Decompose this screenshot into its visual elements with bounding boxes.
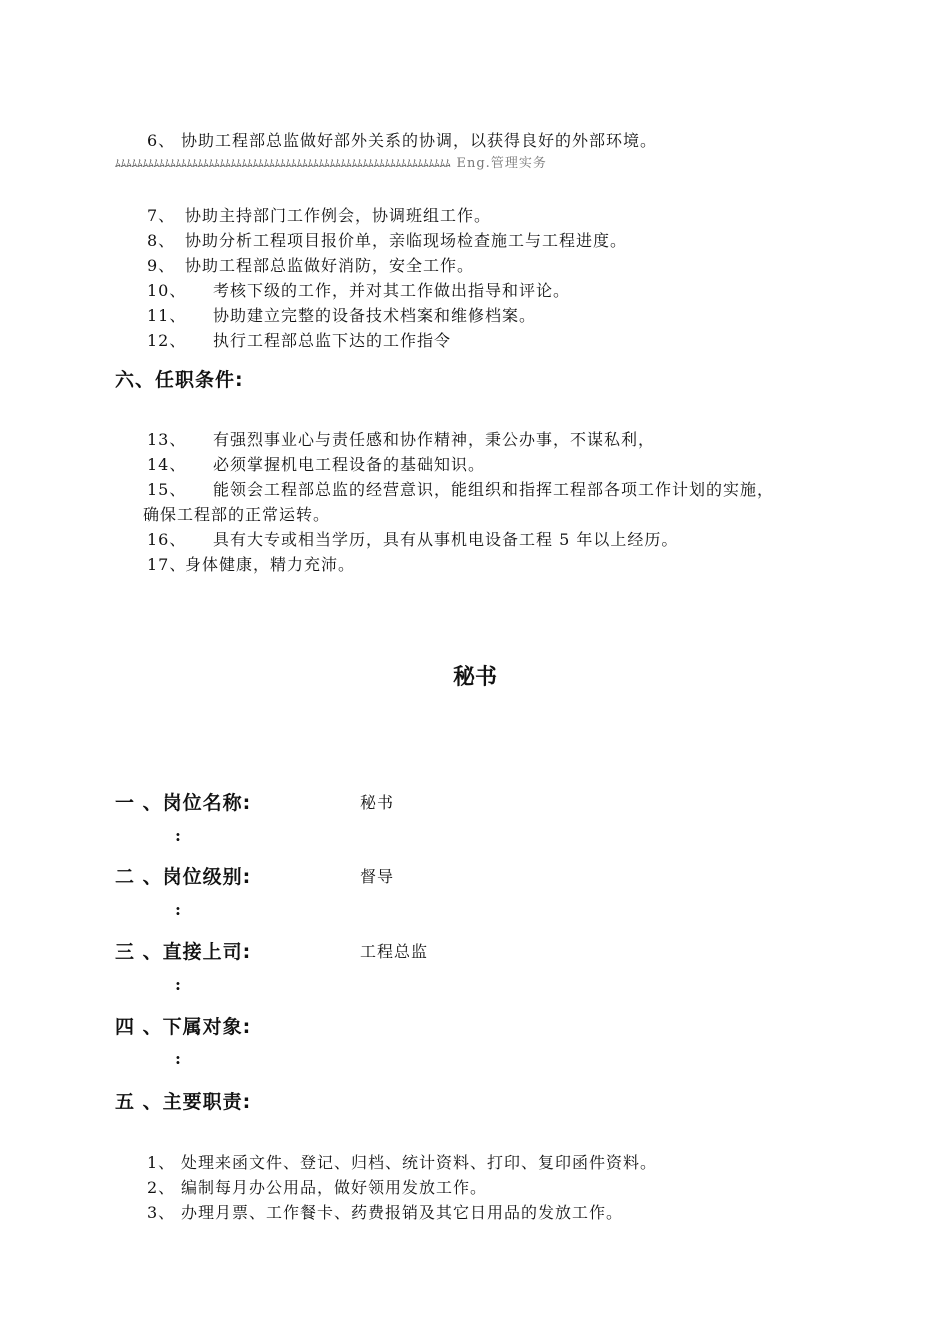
field-label-position-name: 一 、岗位名称: (115, 792, 252, 814)
page-marker (115, 152, 547, 171)
item-text: 具有大专或相当学历，具有从事机电设备工程 5 年以上经历。 (213, 530, 679, 549)
colon-mark: : (175, 1049, 181, 1068)
secretary-duty-item (147, 1175, 487, 1198)
colon-mark: : (175, 900, 181, 919)
item-number: 10、 (147, 281, 187, 300)
item-text: 编制每月办公用品，做好领用发放工作。 (181, 1178, 488, 1197)
item-text: 必须掌握机电工程设备的基础知识。 (213, 455, 486, 474)
marker-dots: ﾑﾑﾑﾑﾑﾑﾑﾑﾑﾑﾑﾑﾑﾑﾑﾑﾑﾑﾑﾑﾑﾑﾑﾑﾑﾑﾑﾑﾑﾑﾑﾑﾑﾑﾑﾑﾑﾑﾑﾑﾑﾑﾑﾑﾑﾑﾑﾑﾑﾑﾑﾑﾑﾑﾑﾑﾑﾑﾑﾑﾑ (115, 157, 451, 170)
item-text: 有强烈事业心与责任感和协作精神，秉公办事，不谋私利， (213, 430, 656, 449)
field-label-position-level: 二 、岗位级别: (115, 866, 252, 888)
item-number: 14、 (147, 455, 187, 474)
item-text: 身体健康，精力充沛。 (185, 555, 356, 574)
duty-item (147, 128, 657, 151)
requirement-item (147, 552, 355, 575)
item-number: 9、 (147, 256, 176, 275)
item-text: 协助主持部门工作例会，协调班组工作。 (185, 206, 492, 225)
item-number: 12、 (147, 331, 187, 350)
colon-mark: : (175, 826, 181, 845)
requirement-item (147, 427, 655, 450)
requirement-item-continued (143, 502, 330, 525)
page-title: 秘书 (452, 665, 497, 690)
item-text: 协助工程部总监做好部外关系的协调，以获得良好的外部环境。 (181, 131, 658, 150)
field-label-subordinates: 四 、下属对象: (115, 1016, 252, 1038)
item-text: 考核下级的工作，并对其工作做出指导和评论。 (213, 281, 571, 300)
item-text: 协助建立完整的设备技术档案和维修档案。 (213, 306, 537, 325)
secretary-duty-item (147, 1200, 623, 1223)
section-heading-requirements: 六、任职条件: (115, 369, 244, 391)
item-number: 1、 (147, 1153, 176, 1172)
field-value-direct-supervisor: 工程总监 (360, 942, 429, 961)
item-text: 确保工程部的正常运转。 (143, 505, 331, 524)
field-label-main-duties: 五 、主要职责: (115, 1091, 252, 1113)
item-number: 15、 (147, 480, 187, 499)
duty-item (147, 228, 627, 251)
duty-item (147, 253, 474, 276)
requirement-item (147, 452, 485, 475)
item-number: 2、 (147, 1178, 176, 1197)
item-number: 16、 (147, 530, 187, 549)
item-text: 协助工程部总监做好消防，安全工作。 (185, 256, 475, 275)
item-number: 13、 (147, 430, 187, 449)
item-number: 6、 (147, 131, 176, 150)
duty-item (147, 278, 570, 301)
duty-item (147, 203, 491, 226)
item-text: 执行工程部总监下达的工作指令 (213, 331, 452, 350)
field-value-position-level: 督导 (360, 867, 395, 886)
item-text: 办理月票、工作餐卡、药费报销及其它日用品的发放工作。 (181, 1203, 624, 1222)
duty-item (147, 328, 451, 351)
secretary-duty-item (147, 1150, 657, 1173)
item-number: 3、 (147, 1203, 176, 1222)
marker-tag: Eng.管理实务 (456, 156, 547, 171)
requirement-item (147, 527, 678, 550)
item-number: 7、 (147, 206, 176, 225)
item-number: 11、 (147, 306, 187, 325)
item-number: 8、 (147, 231, 176, 250)
item-text: 能领会工程部总监的经营意识，能组织和指挥工程部各项工作计划的实施， (213, 480, 775, 499)
item-number: 17、 (147, 555, 187, 574)
duty-item (147, 303, 536, 326)
field-value-position-name: 秘书 (360, 793, 395, 812)
item-text: 协助分析工程项目报价单，亲临现场检查施工与工程进度。 (185, 231, 628, 250)
colon-mark: : (175, 975, 181, 994)
requirement-item (147, 477, 774, 500)
item-text: 处理来函文件、登记、归档、统计资料、打印、复印函件资料。 (181, 1153, 658, 1172)
field-label-direct-supervisor: 三 、直接上司: (115, 941, 252, 963)
